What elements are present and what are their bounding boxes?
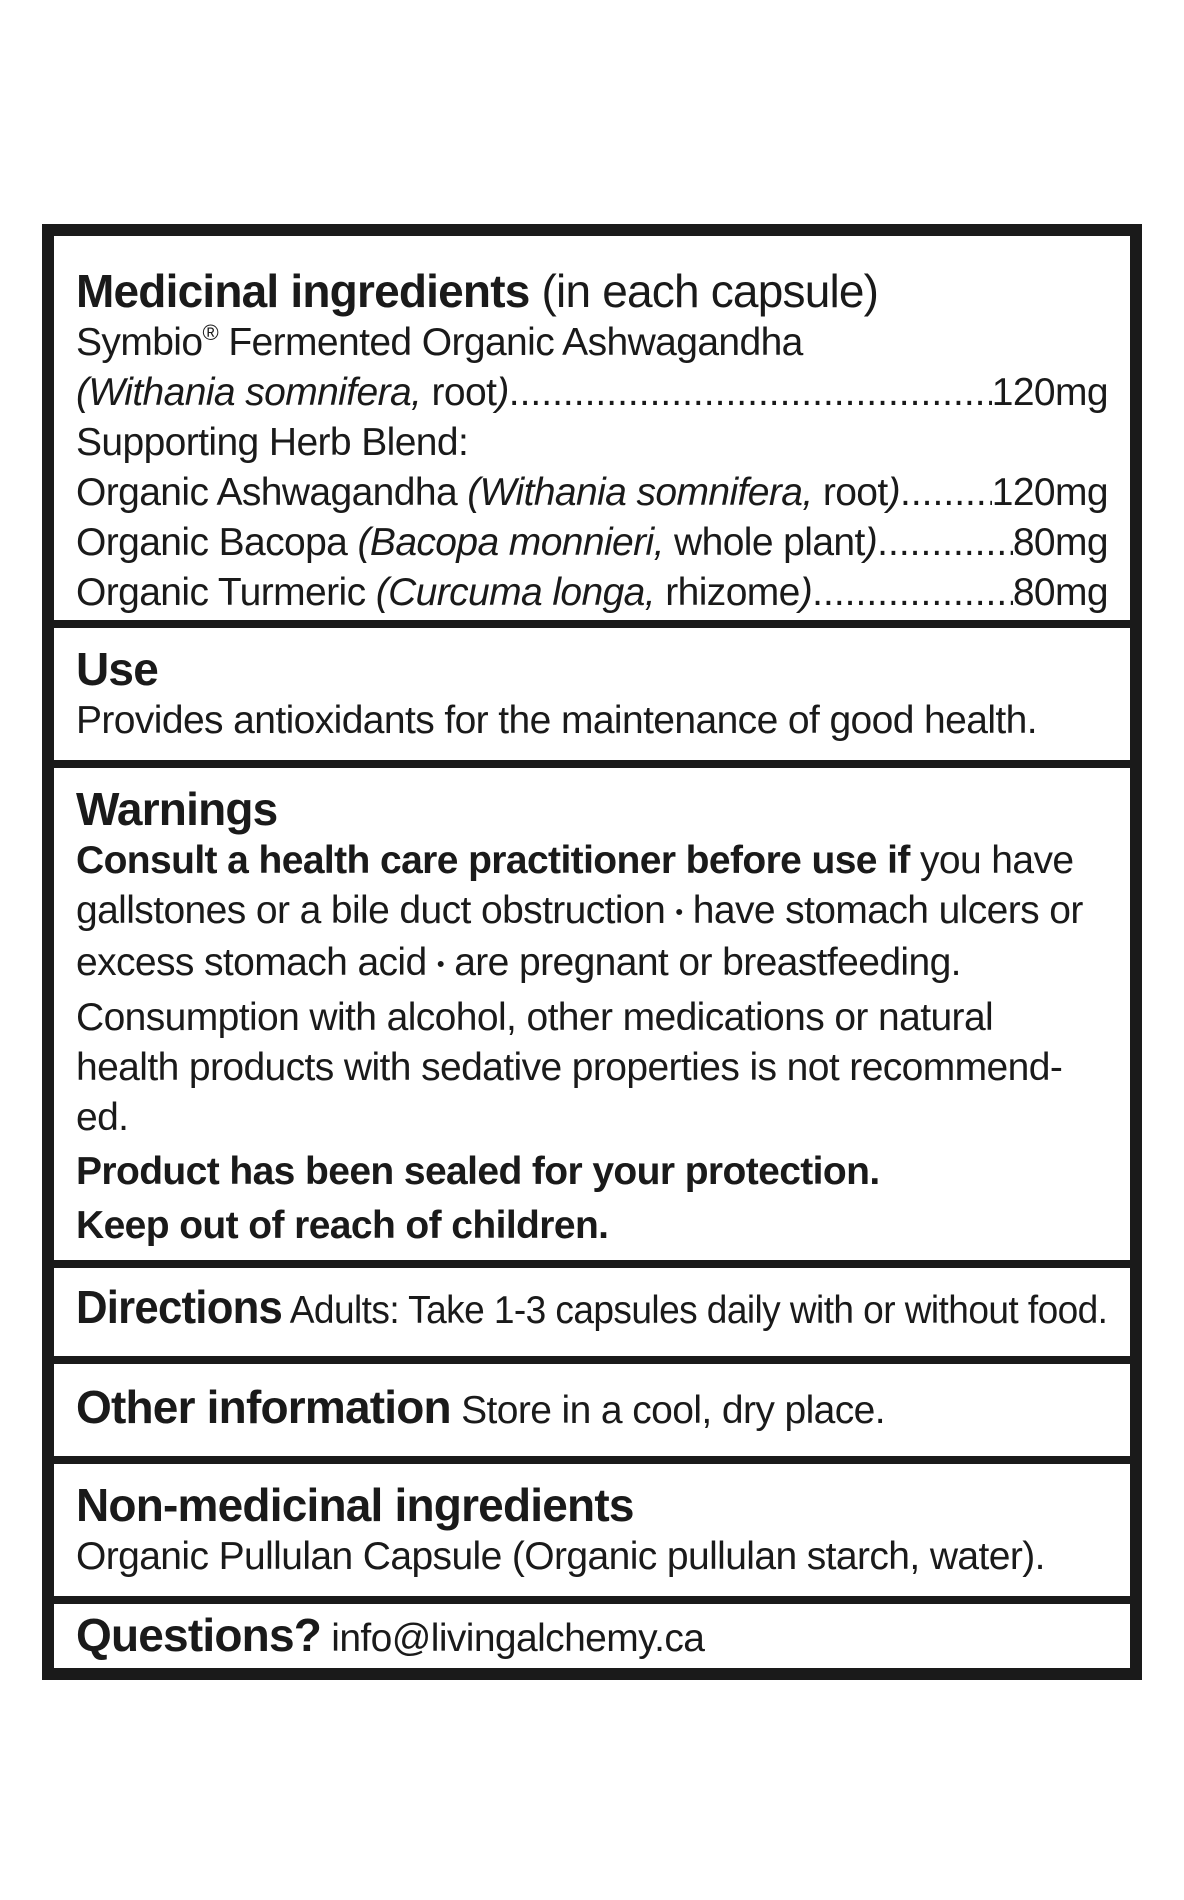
non-medicinal-heading: Non-medicinal ingredients: [76, 1479, 634, 1531]
blend-plant-part: root: [812, 471, 888, 514]
blend-row: [76, 518, 1108, 568]
blend-ingredient-name: Organic Ashwagandha: [76, 471, 468, 514]
blend-plant-part: whole plant: [663, 521, 865, 564]
blend-row: [76, 468, 1108, 518]
symbio-line: [76, 318, 1108, 368]
blend-latin-name: (Withania somnifera,: [467, 471, 813, 514]
dot-leader: [877, 518, 1013, 568]
directions-section: [54, 1268, 1130, 1356]
alcohol-text: ed.: [76, 1096, 129, 1140]
consult-bold-text: Consult a health care practitioner before use if: [76, 839, 910, 882]
blend-close-paren: ): [864, 521, 878, 564]
medicinal-ingredients-note: (in each capsule): [541, 265, 879, 317]
warnings-section: [54, 768, 1130, 1260]
warnings-heading: Warnings: [76, 783, 278, 835]
registered-mark: ®: [202, 320, 219, 345]
symbio-name: Fermented Organic Ashwagandha: [218, 321, 803, 364]
use-text: Provides antioxidants for the maintenance of good health.: [76, 699, 1037, 742]
symbio-plant-part: root: [421, 371, 497, 414]
non-medicinal-section: [54, 1464, 1130, 1596]
questions-heading: Questions?: [76, 1609, 322, 1661]
blend-close-paren: ): [799, 571, 813, 614]
medicinal-ingredients-heading-line: [76, 264, 1108, 318]
dot-leader: [812, 568, 1013, 618]
alcohol-paragraph: [76, 993, 1108, 1143]
herb-blend-label: Supporting Herb Blend:: [76, 421, 469, 464]
blend-ingredient-name: Organic Bacopa: [76, 521, 358, 564]
blend-close-paren: ): [887, 471, 901, 514]
other-information-heading: Other information: [76, 1381, 451, 1433]
consult-text: gallstones or a bile duct obstruction: [76, 889, 666, 932]
medicinal-ingredients-section: [54, 236, 1130, 620]
medicinal-ingredients-heading: Medicinal ingredients: [76, 265, 530, 317]
directions-text: Adults: Take 1-3 capsules daily with or without food.: [289, 1289, 1108, 1332]
alcohol-text: Consumption with alcohol, other medications or natural: [76, 996, 994, 1040]
symbio-latin-name: (Withania somnifera,: [76, 371, 422, 414]
symbio-close-paren: ): [496, 371, 509, 414]
consult-text: you have: [909, 839, 1074, 882]
blend-amount: 120mg: [991, 471, 1108, 514]
bullet-separator: •: [436, 951, 444, 977]
consult-text: have stomach ulcers or: [692, 889, 1083, 932]
blend-row: [76, 568, 1108, 618]
other-information-section: [54, 1364, 1130, 1456]
non-medicinal-text: Organic Pullulan Capsule (Organic pullulan starch, water).: [76, 1535, 1045, 1578]
blend-amount: 80mg: [1012, 521, 1108, 564]
consult-paragraph: [76, 836, 1108, 989]
consult-text: are pregnant or breastfeeding.: [454, 940, 961, 984]
other-information-text: Store in a cool, dry place.: [461, 1389, 885, 1432]
symbio-brand: Symbio: [76, 321, 203, 364]
blend-latin-name: (Bacopa monnieri,: [357, 521, 664, 564]
blend-ingredient-name: Organic Turmeric: [76, 571, 376, 614]
dot-leader: [509, 368, 992, 418]
children-notice: Keep out of reach of children.: [76, 1204, 609, 1248]
blend-latin-name: (Curcuma longa,: [375, 571, 656, 614]
sealed-notice: Product has been sealed for your protection.: [76, 1150, 880, 1194]
alcohol-text: health products with sedative properties is not recommend-: [76, 1046, 1063, 1090]
label-panel: [42, 224, 1142, 1680]
blend-amount: 80mg: [1012, 571, 1108, 614]
consult-text: excess stomach acid: [76, 940, 427, 984]
contact-email: info@livingalchemy.ca: [331, 1617, 705, 1660]
questions-section: [54, 1604, 1130, 1668]
dot-leader: [900, 468, 992, 518]
symbio-amount-row: [76, 368, 1108, 418]
directions-heading: Directions: [76, 1281, 283, 1333]
bullet-separator: •: [675, 899, 683, 925]
blend-plant-part: rhizome: [655, 571, 800, 614]
use-section: [54, 628, 1130, 760]
symbio-amount: 120mg: [991, 371, 1108, 414]
use-heading: Use: [76, 643, 158, 695]
